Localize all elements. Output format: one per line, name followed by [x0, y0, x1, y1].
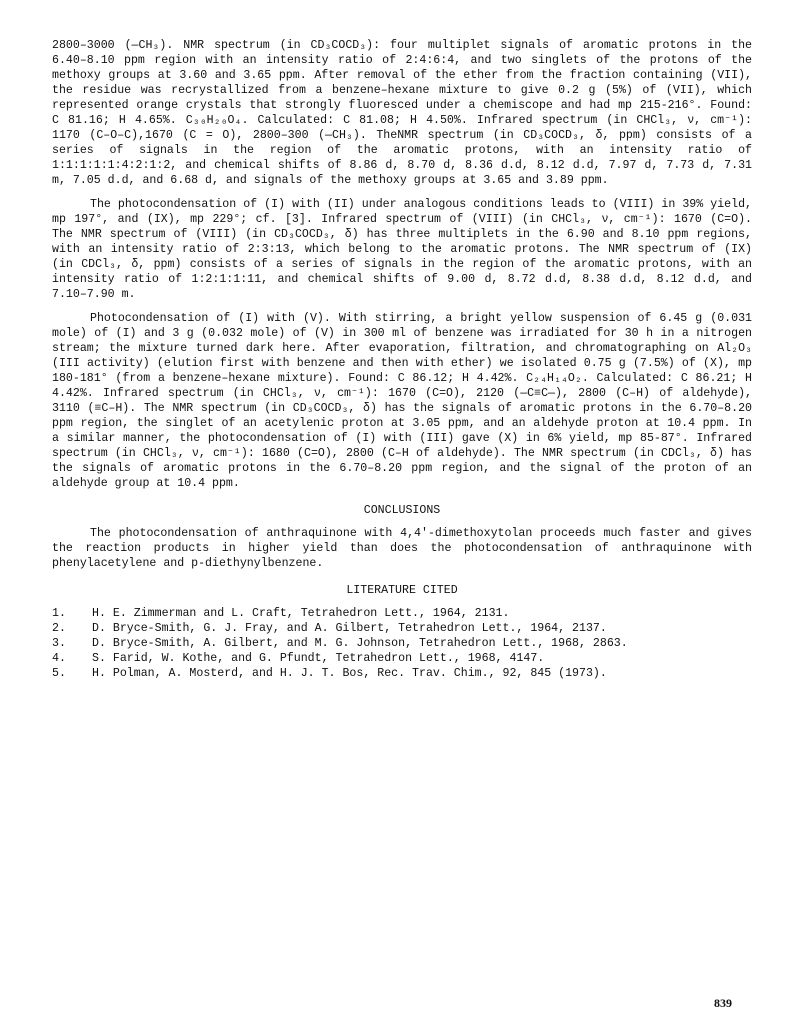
reference-text: H. E. Zimmerman and L. Craft, Tetrahedron Lett., 1964, 2131.	[92, 607, 510, 620]
reference-item	[52, 651, 752, 666]
reference-number: 5.	[52, 667, 66, 680]
page-body	[52, 38, 752, 681]
body-paragraph-3: Photocondensation of (I) with (V). With stirring, a bright yellow suspension of 6.45 g (0.031 mole) of (I) and 3 g (0.032 mole) of (V) in 300 ml of benzene was irradiated for 30 h in a nitrogen stream; the mixture turned dark here. After evaporation, filtration, and chromatographing on Al₂O₃ (III activity) (elution first with benzene and then with ether) we isolated 0.75 g (7.5%) of (X), mp 180-181° (from a benzene–hexane mixture). Found: C 86.12; H 4.42%. C₂₄H₁₄O₂. Calculated: C 86.21; H 4.42%. Infrared spectrum (in CHCl₃, ν, cm⁻¹): 1670 (C=O), 2120 (—C≡C—), 2800 (C–H) of aldehyde), 3110 (≡C–H). The NMR spectrum (in CD₃COCD₃, δ) has the signals of aromatic protons in the 6.70–8.20 ppm region, the singlet of an acetylenic proton at 3.05 ppm, and an aldehyde proton at 10.4 ppm. In a similar manner, the photocondensation of (I) with (III) gave (X) in 6% yield, mp 85-87°. Infrared spectrum (in CHCl₃, ν, cm⁻¹): 1680 (C=O), 2800 (C–H of aldehyde). The NMR spectrum (in CDCl₃, δ) has the signals of aromatic protons in the 6.70–8.20 ppm region, and the signal of the proton of an aldehyde group at 10.4 ppm.	[52, 312, 752, 490]
reference-number: 3.	[52, 637, 66, 650]
conclusions-heading: CONCLUSIONS	[363, 504, 441, 517]
reference-text: D. Bryce-Smith, G. J. Fray, and A. Gilbert, Tetrahedron Lett., 1964, 2137.	[92, 622, 607, 635]
reference-item	[52, 621, 752, 636]
reference-item	[52, 636, 752, 651]
reference-number: 1.	[52, 607, 66, 620]
literature-cited-heading: LITERATURE CITED	[346, 584, 458, 597]
reference-text: S. Farid, W. Kothe, and G. Pfundt, Tetrahedron Lett., 1968, 4147.	[92, 652, 545, 665]
reference-number: 4.	[52, 652, 66, 665]
body-paragraph-1: 2800–3000 (—CH₃). NMR spectrum (in CD₃COCD₃): four multiplet signals of aromatic protons in the 6.40–8.10 ppm region with an intensity ratio of 2:4:6:4, and two singlets of the protons of the methoxy groups at 3.60 and 3.65 ppm. After removal of the ether from the fraction containing (VII), the residue was recrystallized from a benzene–hexane mixture to give 0.2 g (5%) of (VII), which represented orange crystals that strongly fluoresced under a chemiscope and had mp 215-216°. Found: C 81.16; H 4.65%. C₃₀H₂₀O₄. Calculated: C 81.08; H 4.50%. Infrared spectrum (in CHCl₃, ν, cm⁻¹): 1170 (C–O–C),1670 (C = O), 2800–300 (—CH₃). TheNMR spectrum (in CD₃COCD₃, δ, ppm) consists of a series of signals in the region of the aromatic protons, with an intensity ratio of 1:1:1:1:1:4:2:1:2, and chemical shifts of 8.86 d, 8.70 d, 8.36 d.d, 8.12 d.d, 7.97 d, 7.73 d, 7.31 m, 7.05 d.d, and 6.68 d, and signals of the methoxy groups at 3.65 and 3.89 ppm.	[52, 39, 752, 187]
body-paragraph-2: The photocondensation of (I) with (II) under analogous conditions leads to (VIII) in 39% yield, mp 197°, and (IX), mp 229°; cf. [3]. Infrared spectrum of (VIII) (in CHCl₃, ν, cm⁻¹): 1670 (C=O). The NMR spectrum of (VIII) (in CD₃COCD₃, δ) has three multiplets in the 6.90 and 8.10 ppm regions, with an intensity ratio of 2:3:13, which belong to the aromatic protons. The NMR spectrum of (IX) (in CDCl₃, δ, ppm) consists of a series of signals in the region of the aromatic protons, with an intensity ratio of 1:2:1:1:11, and chemical shifts of 9.00 d, 8.72 d.d, 8.38 d.d, 8.12 d.d, and 7.10–7.90 m.	[52, 198, 752, 301]
page-number: 839	[714, 996, 732, 1010]
conclusions-paragraph: The photocondensation of anthraquinone with 4,4'-dimethoxytolan proceeds much faster and gives the reaction products in higher yield than does the photocondensation of anthraquinone with phenylacetylene and p-diethynylbenzene.	[52, 527, 752, 570]
reference-number: 2.	[52, 622, 66, 635]
reference-list	[52, 606, 752, 681]
reference-item	[52, 666, 752, 681]
reference-text: D. Bryce-Smith, A. Gilbert, and M. G. Johnson, Tetrahedron Lett., 1968, 2863.	[92, 637, 628, 650]
reference-text: H. Polman, A. Mosterd, and H. J. T. Bos, Rec. Trav. Chim., 92, 845 (1973).	[92, 667, 607, 680]
reference-item	[52, 606, 752, 621]
